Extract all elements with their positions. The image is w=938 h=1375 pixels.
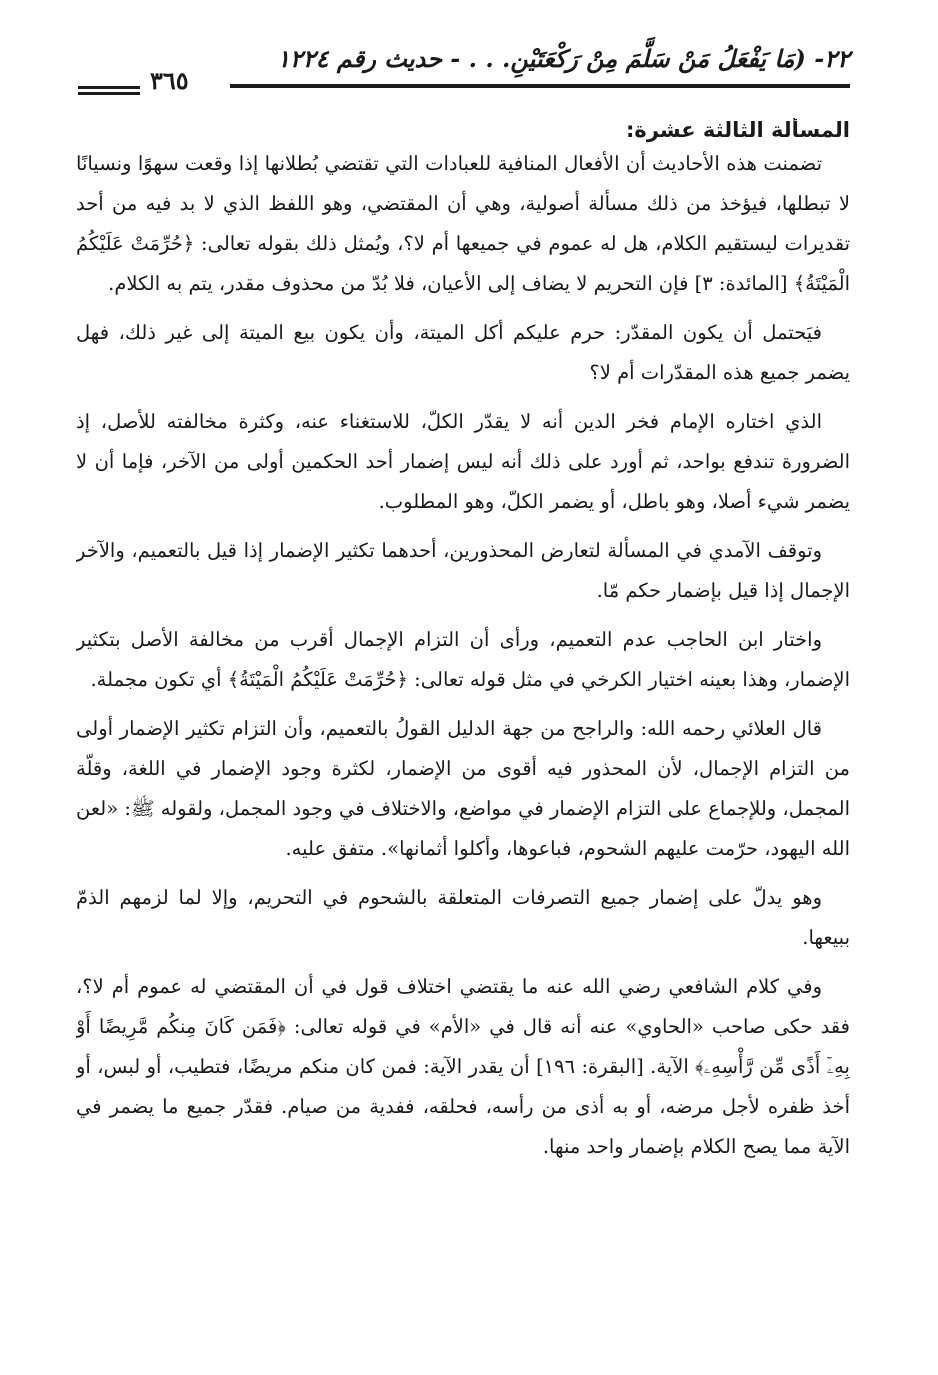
page-body [76,118,850,1298]
page-number: ٣٦٥ [150,66,189,95]
paragraph-6: قال العلائي رحمه الله: والراجح من جهة الدليل القولُ بالتعميم، وأن التزام تكثير الإضمار أولى من التزام الإجمال، لأن المحذور فيه أقوى من الإضمار، لكثرة وجود الإضمار في اللغة، وقلّة المجمل، وللإجماع على التزام الإضمار في مواضع، والاختلاف في وجود المجمل، ولقوله ﷺ: «لعن الله اليهود، حرّمت عليهم الشحوم، فباعوها، وأكلوا أثمانها». متفق عليه. [76,717,850,860]
header-rule [230,84,850,88]
page-number-rule-bottom [78,92,140,95]
paragraph-1: تضمنت هذه الأحاديث أن الأفعال المنافية للعبادات التي تقتضي بُطلانها إذا وقعت سهوًا ونسيانًا لا تبطلها، فيؤخذ من ذلك مسألة أصولية، وهي أن المقتضي، وهو اللفظ الذي لا بد فيه من أحد تقديرات ليستقيم الكلام، هل له عموم في جميعها أم لا؟، ويُمثل ذلك بقوله تعالى: ﴿حُرِّمَتْ عَلَيْكُمُ الْمَيْتَةُ﴾ [المائدة: ٣] فإن التحريم لا يضاف إلى الأعيان، فلا بُدّ من محذوف مقدر، يتم به الكلام. [76,152,850,295]
page-header [70,44,850,96]
paragraph-5: واختار ابن الحاجب عدم التعميم، ورأى أن التزام الإجمال أقرب من مخالفة الأصل بتكثير الإضمار، وهذا بعينه اختيار الكرخي في مثل قوله تعالى: ﴿حُرِّمَتْ عَلَيْكُمُ الْمَيْتَةُ﴾ أي تكون مجملة. [76,628,850,691]
paragraph-4: وتوقف الآمدي في المسألة لتعارض المحذورين، أحدهما تكثير الإضمار إذا قيل بالتعميم، والآخر الإجمال إذا قيل بإضمار حكم مّا. [76,539,850,602]
paragraph-8: وفي كلام الشافعي رضي الله عنه ما يقتضي اختلاف قول في أن المقتضي له عموم أم لا؟، فقد حكى صاحب «الحاوي» عنه أنه قال في «الأم» في قوله تعالى: ﴿فَمَن كَانَ مِنكُم مَّرِيضًا أَوْ بِهِۦٓ أَذًى مِّن رَّأْسِهِۦ﴾ الآية. [البقرة: ١٩٦] أن يقدر الآية: فمن كان منكم مريضًا، فتطيب، أو لبس، أو أخذ ظفره لأجل مرضه، أو به أذى من رأسه، فحلقه، ففدية من صيام. فقدّر جميع ما يضمر في الآية مما يصح الكلام بإضمار واحد منها. [76,975,850,1158]
paragraph-3: الذي اختاره الإمام فخر الدين أنه لا يقدّر الكلّ، للاستغناء عنه، وكثرة مخالفته للأصل، إذ الضرورة تندفع بواحد، ثم أورد على ذلك أنه ليس إضمار أحد الحكمين أولى من الآخر، فإما أن لا يضمر شيء أصلا، وهو باطل، أو يضمر الكلّ، وهو المطلوب. [76,410,850,513]
paragraph-2: فيَحتمل أن يكون المقدّر: حرم عليكم أكل الميتة، وأن يكون بيع الميتة إلى غير ذلك، فهل يضمر جميع هذه المقدّرات أم لا؟ [76,321,850,384]
running-title: ٢٢- (مَا يَفْعَلُ مَنْ سَلَّمَ مِنْ رَكْعَتَيْنِ. . . - حديث رقم ١٢٢٤ [276,44,850,73]
page-number-rule-top [78,86,140,89]
section-heading: المسألة الثالثة عشرة: [626,118,850,142]
paragraph-7: وهو يدلّ على إضمار جميع التصرفات المتعلقة بالشحوم في التحريم، وإلا لما لزمهم الذمّ ببيعها. [76,886,850,949]
